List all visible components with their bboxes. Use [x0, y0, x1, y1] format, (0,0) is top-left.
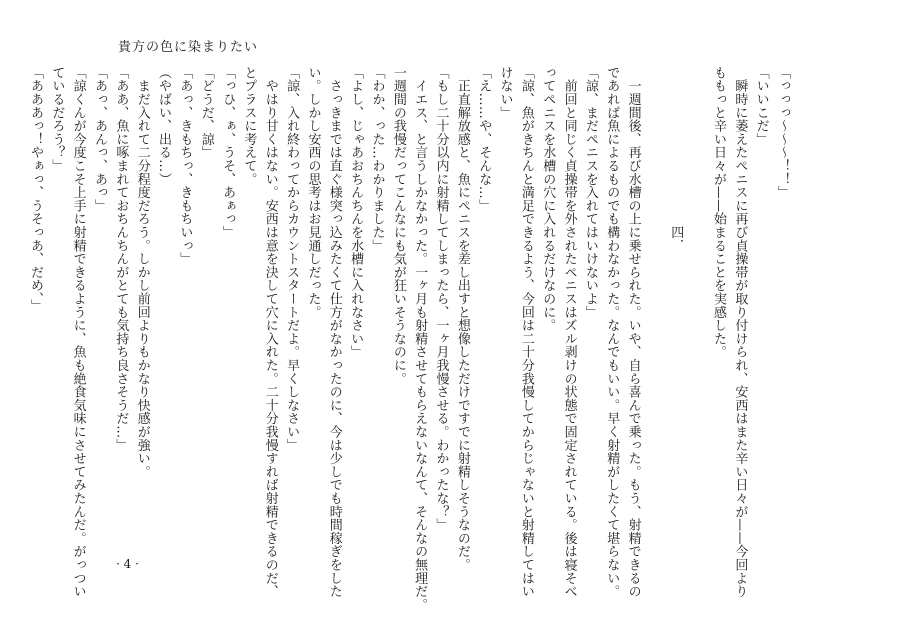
text-line: 「よし、じゃあおちんちんを水槽に入れなさい」	[348, 66, 364, 359]
text-line: い。しかし安西の思考はお見通しだった。	[305, 66, 321, 319]
text-line: （やばい、出る…）	[156, 66, 172, 186]
text-line: やはり甘くはない。安西は意を決して穴に入れた。二十分我慢すれば射精できるのだ、	[262, 66, 278, 598]
text-line: 「諒、まだペニスを入れてはいけないよ」	[582, 66, 598, 319]
text-line: 正直解放感と、魚にペニスを差し出すと想像しただけですでに射精しそうなのだ。	[454, 66, 470, 572]
text-line: まだ入れて二分程度だろう。しかし前回よりもかなり快感が強い。	[134, 66, 150, 479]
blank-line	[686, 66, 707, 546]
text-line: ているだろう？」	[49, 66, 65, 173]
text-line: 「わか、った…わかりました」	[369, 66, 385, 253]
text-line: とプラスに考えて。	[241, 66, 257, 186]
text-line: さっきまでは直ぐ様突っ込みたくて仕方がなかったのに、今は少しでも時間稼ぎをした	[326, 66, 342, 598]
text-line: 「あっ、あんっ、あっ」	[92, 66, 107, 213]
text-line: ももっと辛い日々が——始まることを実感した。	[710, 66, 726, 359]
text-line: ってペニスを水槽の穴に入れるだけなのに。	[540, 66, 556, 332]
vertical-text-block	[27, 66, 793, 612]
text-line: 「え……や、そんな…」	[476, 66, 492, 213]
text-line: であれば魚によるものでも構わなかった。なんでもいい。早く射精がしたくて堪らない。	[604, 66, 620, 598]
text-line: 「っひ、ぁ、うそ、あぁっ」	[220, 66, 236, 239]
text-line: 瞬時に萎えたペニスに再び貞操帯が取り付けられ、安西はまた辛い日々が——今回より	[732, 66, 748, 598]
page-number: · 4 ·	[116, 557, 139, 571]
text-line: けない」	[497, 66, 513, 120]
text-line: イエス、と言うしかなかった。一ヶ月も射精させてもらえないなんて、そんなの無理だ。	[412, 66, 428, 612]
text-line: 一週間の我慢だってこんなにも気が狂いそうなのに。	[390, 66, 406, 386]
blank-line	[644, 66, 665, 546]
text-line: 「ああ、魚に啄まれておちんちんがとても気持ち良さそうだ…」	[113, 66, 129, 452]
text-line: 前回と同じく貞操帯を外されたペニスはズル剥けの状態で固定されている。後は寝そべ	[561, 66, 577, 598]
text-line: 「どうだ、諒」	[198, 66, 214, 160]
text-line: 「っっっ〜〜〜！！」	[775, 66, 790, 199]
text-line: 「もし二十分以内に射精してしまったら、一ヶ月我慢させる。わかったな？」	[433, 66, 449, 532]
book-title: 貴方の色に染まりたい	[118, 40, 259, 55]
text-line: 「いいこだ」	[753, 66, 769, 146]
text-line: 「諒くんが今度こそ上手に射精できるように、魚も絶食気味にさせてみたんだ。がっつい	[70, 66, 86, 598]
text-line: 一週間後、再び水槽の上に乗せられた。いや、自ら喜んで乗った。もう、射精できるの	[625, 66, 641, 598]
text-line: 四．	[668, 66, 684, 253]
text-line: 「諒、入れ終わってからカウントスタートだよ。早くしなさい」	[284, 66, 300, 452]
text-line: 「あっ、きもちっ、きもちいっ」	[177, 66, 193, 266]
text-line: 「あああっ！やぁっ、うそっあ、だめ、」	[27, 66, 43, 313]
text-line: 「諒、魚がきちんと満足できるよう、今回は二十分我慢してからじゃないと射精してはい	[518, 66, 534, 598]
